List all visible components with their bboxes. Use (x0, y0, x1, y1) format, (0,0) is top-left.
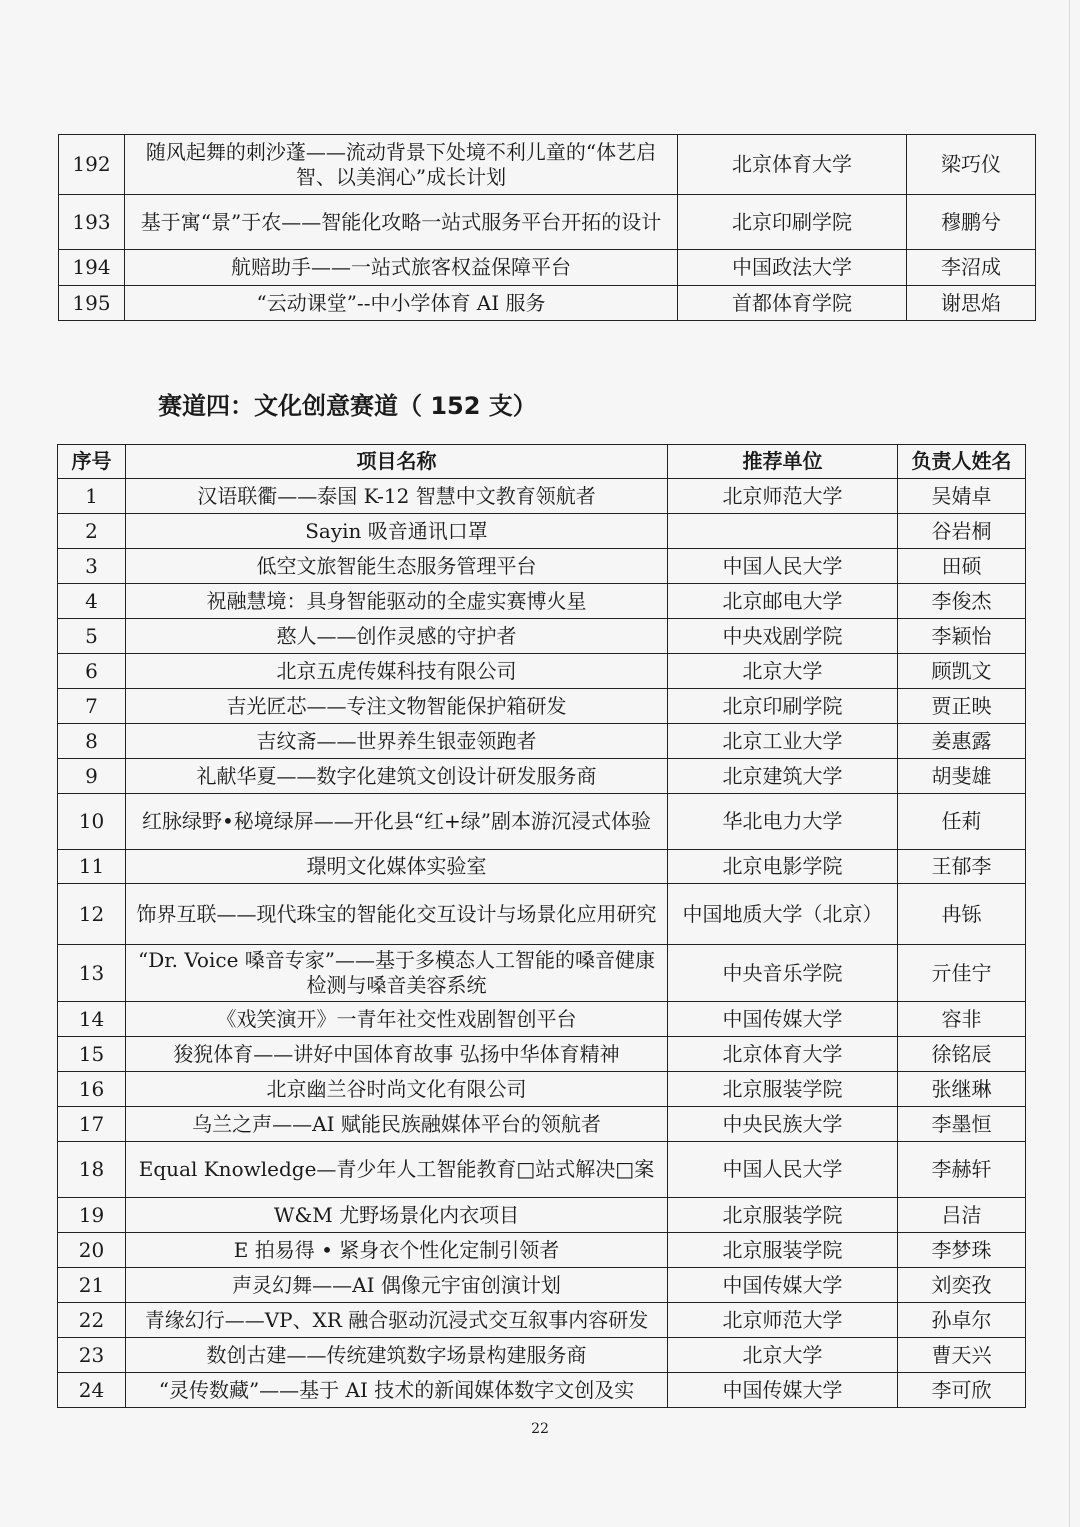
recommending-unit: 北京服装学院 (668, 1233, 898, 1268)
leader-name: 田硕 (898, 549, 1026, 584)
row-number: 19 (58, 1198, 126, 1233)
table-row (59, 195, 1036, 250)
recommending-unit: 北京服装学院 (668, 1072, 898, 1107)
recommending-unit: 北京印刷学院 (668, 689, 898, 724)
project-name: 青缘幻行——VP、XR 融合驱动沉浸式交互叙事内容研发 (126, 1303, 668, 1338)
recommending-unit: 北京工业大学 (668, 724, 898, 759)
row-number: 11 (58, 850, 126, 884)
project-name: 礼献华夏——数字化建筑文创设计研发服务商 (126, 759, 668, 794)
project-name: Sayin 吸音通讯口罩 (126, 514, 668, 549)
table-header-row (58, 445, 1026, 479)
project-name: 低空文旅智能生态服务管理平台 (126, 549, 668, 584)
project-name: “Dr. Voice 嗓音专家”——基于多模态人工智能的嗓音健康检测与嗓音美容系统 (126, 945, 668, 1002)
table-row (58, 1072, 1026, 1107)
row-number: 5 (58, 619, 126, 654)
leader-name: 张继琳 (898, 1072, 1026, 1107)
leader-name: 刘奕孜 (898, 1268, 1026, 1303)
row-number: 2 (58, 514, 126, 549)
row-number: 4 (58, 584, 126, 619)
project-name: 吉光匠芯——专注文物智能保护箱研发 (126, 689, 668, 724)
row-number: 22 (58, 1303, 126, 1338)
table-row (58, 584, 1026, 619)
table-row (58, 759, 1026, 794)
page-edge-line (1069, 0, 1070, 1527)
project-name: 随风起舞的刺沙蓬——流动背景下处境不利儿童的“体艺启智、以美润心”成长计划 (125, 135, 678, 195)
leader-name: 顾凯文 (898, 654, 1026, 689)
leader-name: 胡斐雄 (898, 759, 1026, 794)
row-number: 18 (58, 1142, 126, 1198)
recommending-unit: 北京电影学院 (668, 850, 898, 884)
leader-name: 谷岩桐 (898, 514, 1026, 549)
recommending-unit: 中国传媒大学 (668, 1268, 898, 1303)
row-number: 17 (58, 1107, 126, 1142)
project-name: 饰界互联——现代珠宝的智能化交互设计与场景化应用研究 (126, 884, 668, 945)
recommending-unit: 北京大学 (668, 654, 898, 689)
leader-name: 徐铭辰 (898, 1037, 1026, 1072)
table-row (58, 479, 1026, 514)
leader-name: 李赫轩 (898, 1142, 1026, 1198)
leader-name: 贾正映 (898, 689, 1026, 724)
row-number: 24 (58, 1373, 126, 1408)
recommending-unit: 中国传媒大学 (668, 1373, 898, 1408)
table-row (59, 135, 1036, 195)
recommending-unit: 中国人民大学 (668, 549, 898, 584)
row-number: 7 (58, 689, 126, 724)
project-name: 狻猊体育——讲好中国体育故事 弘扬中华体育精神 (126, 1037, 668, 1072)
project-name: “云动课堂”--中小学体育 AI 服务 (125, 286, 678, 321)
project-name: 汉语联衢——泰国 K-12 智慧中文教育领航者 (126, 479, 668, 514)
row-number: 16 (58, 1072, 126, 1107)
table-row (58, 850, 1026, 884)
row-number: 15 (58, 1037, 126, 1072)
table-row (58, 1303, 1026, 1338)
recommending-unit: 华北电力大学 (668, 794, 898, 850)
leader-name: 李可欣 (898, 1373, 1026, 1408)
table-row (58, 1002, 1026, 1037)
leader-name: 吕洁 (898, 1198, 1026, 1233)
table-row (58, 1142, 1026, 1198)
recommending-unit: 中国人民大学 (668, 1142, 898, 1198)
project-name: 北京五虎传媒科技有限公司 (126, 654, 668, 689)
table-row (59, 286, 1036, 321)
table-row (58, 549, 1026, 584)
recommending-unit: 北京体育大学 (678, 135, 907, 195)
row-number: 193 (59, 195, 125, 250)
header-unit: 推荐单位 (668, 445, 898, 479)
table-row (58, 654, 1026, 689)
row-number: 9 (58, 759, 126, 794)
project-name: 声灵幻舞——AI 偶像元宇宙创演计划 (126, 1268, 668, 1303)
project-name: W&M 尤野场景化内衣项目 (126, 1198, 668, 1233)
project-name: 璟明文化媒体实验室 (126, 850, 668, 884)
leader-name: 梁巧仪 (907, 135, 1036, 195)
table-row (58, 1338, 1026, 1373)
project-name: 航赔助手——一站式旅客权益保障平台 (125, 250, 678, 286)
project-name: Equal Knowledge—青少年人工智能教育□站式解决□案 (126, 1142, 668, 1198)
project-name: 吉纹斋——世界养生银壶领跑者 (126, 724, 668, 759)
leader-name: 王郁李 (898, 850, 1026, 884)
table-row (58, 619, 1026, 654)
row-number: 21 (58, 1268, 126, 1303)
table-row (58, 794, 1026, 850)
row-number: 8 (58, 724, 126, 759)
project-name: 基于寓“景”于农——智能化攻略一站式服务平台开拓的设计 (125, 195, 678, 250)
leader-name: 冉铄 (898, 884, 1026, 945)
recommending-unit: 中国地质大学（北京） (668, 884, 898, 945)
page-number: 22 (531, 1421, 549, 1437)
table-row (58, 945, 1026, 1002)
row-number: 1 (58, 479, 126, 514)
recommending-unit: 中央音乐学院 (668, 945, 898, 1002)
leader-name: 容非 (898, 1002, 1026, 1037)
table-row (59, 250, 1036, 286)
leader-name: 穆鹏兮 (907, 195, 1036, 250)
recommending-unit: 北京印刷学院 (678, 195, 907, 250)
leader-name: 亓佳宁 (898, 945, 1026, 1002)
project-name: 北京幽兰谷时尚文化有限公司 (126, 1072, 668, 1107)
leader-name: 孙卓尔 (898, 1303, 1026, 1338)
project-name: E 拍易得 • 紧身衣个性化定制引领者 (126, 1233, 668, 1268)
table-body (59, 135, 1036, 321)
recommending-unit: 北京体育大学 (668, 1037, 898, 1072)
leader-name: 李沼成 (907, 250, 1036, 286)
row-number: 3 (58, 549, 126, 584)
leader-name: 曹天兴 (898, 1338, 1026, 1373)
recommending-unit: 北京建筑大学 (668, 759, 898, 794)
leader-name: 吴婧卓 (898, 479, 1026, 514)
recommending-unit: 北京师范大学 (668, 1303, 898, 1338)
table-row (58, 1268, 1026, 1303)
leader-name: 李俊杰 (898, 584, 1026, 619)
leader-name: 李梦珠 (898, 1233, 1026, 1268)
recommending-unit: 北京师范大学 (668, 479, 898, 514)
header-name: 项目名称 (126, 445, 668, 479)
recommending-unit: 首都体育学院 (678, 286, 907, 321)
leader-name: 姜惠露 (898, 724, 1026, 759)
row-number: 20 (58, 1233, 126, 1268)
table-row (58, 689, 1026, 724)
leader-name: 任莉 (898, 794, 1026, 850)
table-row (58, 1373, 1026, 1408)
row-number: 6 (58, 654, 126, 689)
recommending-unit (668, 514, 898, 549)
table-row (58, 1107, 1026, 1142)
leader-name: 李颖怡 (898, 619, 1026, 654)
row-number: 12 (58, 884, 126, 945)
row-number: 194 (59, 250, 125, 286)
row-number: 23 (58, 1338, 126, 1373)
recommending-unit: 北京大学 (668, 1338, 898, 1373)
recommending-unit: 中央民族大学 (668, 1107, 898, 1142)
leader-name: 谢思焰 (907, 286, 1036, 321)
table-row (58, 884, 1026, 945)
project-name: 祝融慧境：具身智能驱动的全虚实赛博火星 (126, 584, 668, 619)
project-name: 数创古建——传统建筑数字场景构建服务商 (126, 1338, 668, 1373)
table-row (58, 514, 1026, 549)
table-row (58, 1233, 1026, 1268)
recommending-unit: 中国政法大学 (678, 250, 907, 286)
recommending-unit: 北京邮电大学 (668, 584, 898, 619)
table-row (58, 1037, 1026, 1072)
project-table-continued (58, 134, 1036, 321)
table-row (58, 724, 1026, 759)
recommending-unit: 中央戏剧学院 (668, 619, 898, 654)
recommending-unit: 北京服装学院 (668, 1198, 898, 1233)
row-number: 13 (58, 945, 126, 1002)
recommending-unit: 中国传媒大学 (668, 1002, 898, 1037)
project-name: 红脉绿野•秘境绿屏——开化县“红+绿”剧本游沉浸式体验 (126, 794, 668, 850)
header-no: 序号 (58, 445, 126, 479)
project-name: 憨人——创作灵感的守护者 (126, 619, 668, 654)
project-name: 《戏笑演开》一青年社交性戏剧智创平台 (126, 1002, 668, 1037)
project-name: “灵传数藏”——基于 AI 技术的新闻媒体数字文创及实 (126, 1373, 668, 1408)
row-number: 14 (58, 1002, 126, 1037)
section-title: 赛道四：文化创意赛道（ 152 支） (158, 392, 537, 420)
row-number: 10 (58, 794, 126, 850)
leader-name: 李墨恒 (898, 1107, 1026, 1142)
project-name: 乌兰之声——AI 赋能民族融媒体平台的领航者 (126, 1107, 668, 1142)
project-table-culture-track (57, 444, 1026, 1408)
row-number: 192 (59, 135, 125, 195)
table-body (58, 479, 1026, 1408)
table-row (58, 1198, 1026, 1233)
header-leader: 负责人姓名 (898, 445, 1026, 479)
row-number: 195 (59, 286, 125, 321)
